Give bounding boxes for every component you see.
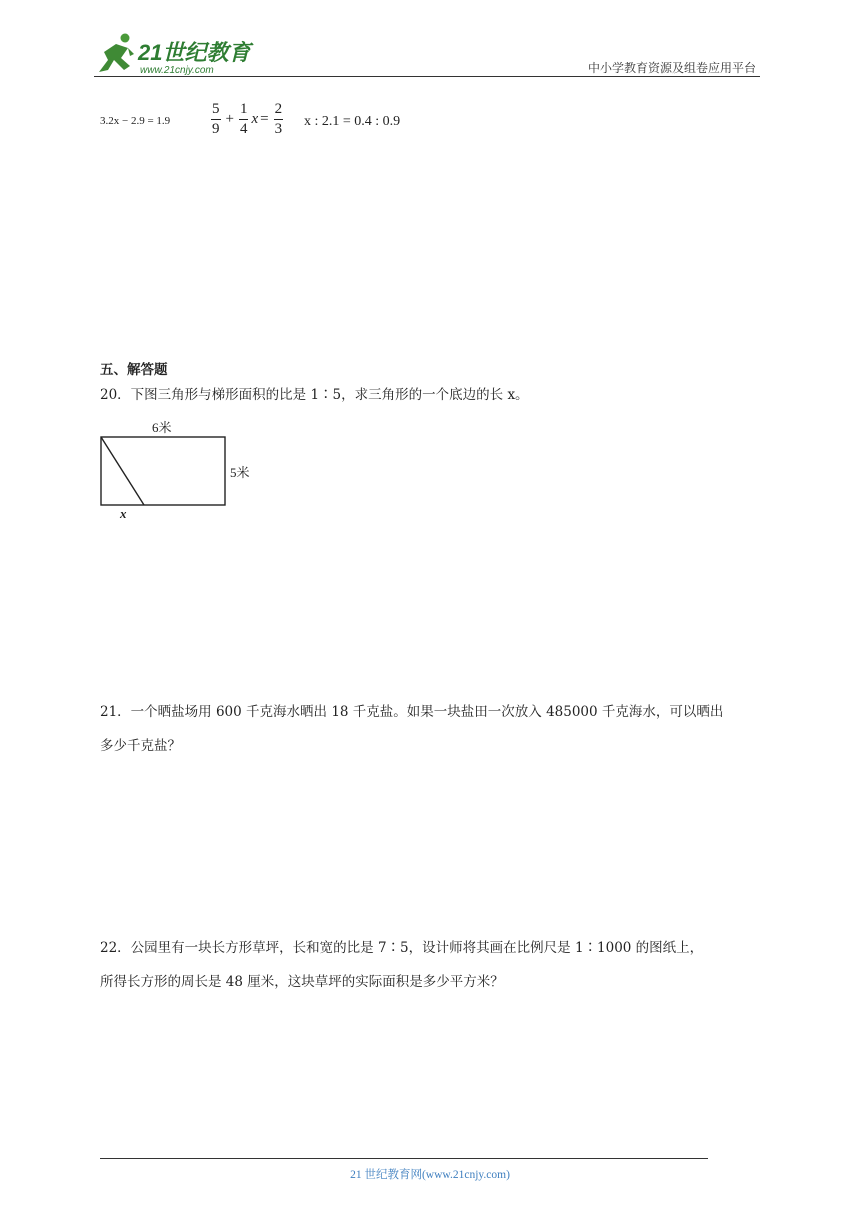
equation-3: x : 2.1 = 0.4 : 0.9 — [304, 114, 401, 129]
fraction: $\frac{2}{3}$ — [274, 101, 283, 137]
header-divider — [94, 76, 760, 77]
equation-row — [100, 100, 800, 150]
footer-link[interactable]: 21 世纪教育网(www.21cnjy.com) — [350, 1169, 510, 1181]
diagonal-line — [101, 437, 144, 505]
rectangle-figure — [90, 416, 270, 526]
side-label: 5米 — [230, 465, 250, 480]
question-20: 20．下图三角形与梯形面积的比是 1∶5，求三角形的一个底边的长 x。 — [100, 387, 529, 403]
bottom-label: x — [120, 506, 127, 521]
svg-text:21世纪教育: 21世纪教育 — [138, 40, 251, 65]
equation-2: $\frac{5}{9}$ + $\frac{1}{4}$ x = $\frac{2}{3}$ — [212, 101, 283, 137]
section-title: 五、解答题 — [100, 362, 168, 378]
rectangle-outline — [101, 437, 225, 505]
question-22: 22．公园里有一块长方形草坪，长和宽的比是 7∶5，设计师将其画在比例尺是 1∶1000 的图纸上， 所得长方形的周长是 48 厘米，这块草坪的实际面积是多少平方米？ — [100, 940, 704, 991]
footer-divider — [100, 1158, 708, 1159]
svg-text:www.21cnjy.com: www.21cnjy.com — [140, 65, 214, 76]
question-21: 21．一个晒盐场用 600 千克海水晒出 18 千克盐。如果一块盐田一次放入 485000 千克海水，可以晒出 多少千克盐？ — [100, 704, 724, 755]
top-label: 6米 — [152, 420, 172, 435]
platform-name: 中小学教育资源及组卷应用平台 — [587, 61, 756, 75]
fraction: $\frac{5}{9}$ — [212, 101, 220, 137]
equation-1: 3.2x − 2.9 = 1.9 — [100, 115, 171, 127]
page-header — [94, 30, 760, 78]
site-logo — [94, 30, 264, 78]
fraction: $\frac{1}{4}$ — [239, 101, 248, 137]
